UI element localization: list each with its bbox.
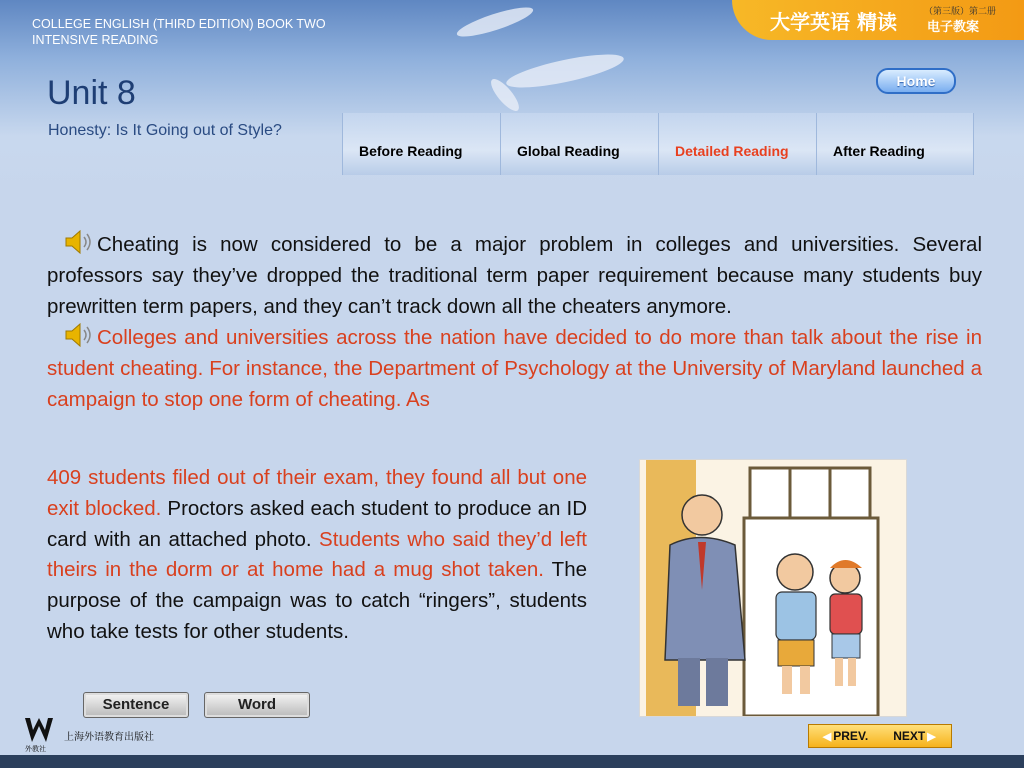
- brand-edition: （第三版）第二册: [924, 7, 997, 17]
- next-label: NEXT: [893, 729, 926, 743]
- logo-caption: 外教社: [25, 745, 46, 753]
- sentence-text: The purpose of the campaign was to catch “ringers”, students who take tests for other students.: [47, 558, 587, 643]
- publisher-name: 上海外语教育出版社: [64, 732, 154, 743]
- passage-continued: [47, 463, 587, 648]
- seagull-decoration: [454, 2, 535, 42]
- paragraph-1: Cheating is now considered to be a major problem in colleges and universities. Several professors say they’ve dropped the traditional term paper requirement because many students buy prewritten term papers, and they can’t track down all the cheaters anymore.: [47, 233, 982, 318]
- tab-global-reading[interactable]: Global Reading: [500, 113, 658, 175]
- speaker-icon[interactable]: [63, 229, 95, 255]
- next-button[interactable]: [880, 729, 951, 743]
- pager: [808, 724, 952, 748]
- illustration-proctor-students: [639, 459, 907, 717]
- word-button[interactable]: Word: [204, 692, 310, 718]
- arrow-left-icon: ◀: [822, 730, 832, 743]
- prev-label: PREV.: [833, 729, 869, 743]
- tab-bar: [342, 113, 974, 175]
- prev-button[interactable]: [809, 729, 880, 743]
- brand-title: 大学英语 精读: [770, 10, 897, 34]
- publisher-logo-icon: [24, 716, 54, 744]
- bottom-bar: [0, 755, 1024, 768]
- tab-before-reading[interactable]: Before Reading: [342, 113, 500, 175]
- sentence-text: Proctors asked each student to produce an ID card with an attached photo.: [47, 496, 588, 551]
- header-banner: [0, 0, 1024, 195]
- brand-electronic: 电子教案: [927, 20, 980, 35]
- arrow-right-icon: ▶: [927, 730, 936, 743]
- sentence-button[interactable]: Sentence: [83, 692, 189, 718]
- sentence-highlight: 409 students filed out of their exam, they found all but one exit blocked.: [47, 466, 587, 520]
- unit-title: Unit 8: [47, 74, 136, 112]
- course-title: COLLEGE ENGLISH (THIRD EDITION) BOOK TWO INTENSIVE READING: [32, 17, 326, 47]
- home-button[interactable]: Home: [876, 68, 956, 94]
- speaker-icon[interactable]: [63, 322, 95, 348]
- seagull-decoration: [504, 48, 626, 94]
- sentence-highlight: Students who said they’d left theirs in the dorm or at home had a mug shot taken.: [47, 527, 588, 582]
- brand-banner: [732, 0, 1024, 40]
- reading-passage: [47, 229, 982, 416]
- tab-after-reading[interactable]: After Reading: [816, 113, 974, 175]
- unit-subtitle: Honesty: Is It Going out of Style?: [48, 122, 282, 139]
- tab-detailed-reading[interactable]: Detailed Reading: [658, 113, 816, 175]
- paragraph-2: Colleges and universities across the nation have decided to do more than talk about the rise in student cheating. For instance, the Department of Psychology at the University of Maryland launched a campaign to stop one form of cheating. As: [47, 326, 982, 411]
